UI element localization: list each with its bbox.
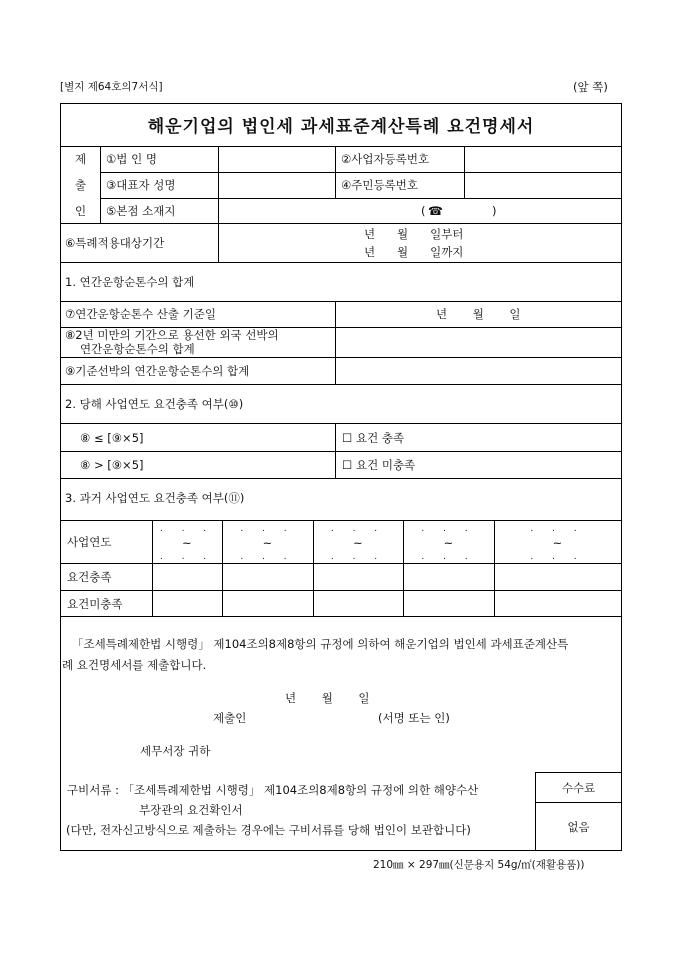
documents-line-2: 부장관의 요건확인서	[139, 803, 243, 817]
result1-checkbox[interactable]: ☐ 요건 충족	[342, 431, 405, 445]
not-met-field-4[interactable]	[404, 591, 494, 616]
row-not-met: 요건미충족	[67, 597, 123, 611]
row7-value[interactable]: 년 월 일	[436, 307, 521, 321]
year-start-3: . . .	[330, 523, 386, 534]
declaration-text-2: 례 요건명세서를 제출합니다.	[62, 658, 207, 672]
result2-checkbox[interactable]: ☐ 요건 미충족	[342, 458, 416, 472]
fee-label: 수수료	[561, 780, 596, 795]
phone-close: )	[492, 204, 497, 218]
corp-name-label: ①법 인 명	[106, 152, 157, 166]
period-to: 년 월 일까지	[364, 245, 464, 259]
addressee: 세무서장 귀하	[140, 744, 211, 758]
form-title: 해운기업의 법인세 과세표준계산특례 요건명세서	[147, 117, 535, 137]
row9-label: ⑨기준선박의 연간운항순톤수의 합계	[65, 364, 250, 378]
resident-no-field[interactable]	[465, 173, 621, 198]
not-met-field-2[interactable]	[223, 591, 313, 616]
year-start-4: . . .	[421, 523, 476, 534]
submitter-sign-label: 제출인	[213, 711, 247, 725]
row8-label-1: ⑧2년 미만의 기간으로 용선한 외국 선박의	[65, 328, 279, 342]
met-field-2[interactable]	[223, 564, 313, 589]
section3-title: 3. 과거 사업연도 요건충족 여부(⑪)	[65, 491, 245, 505]
year-tilde-1: ~	[182, 536, 192, 550]
row-fiscal-year: 사업연도	[67, 535, 112, 549]
rep-name-label: ③대표자 성명	[106, 178, 176, 192]
year-end-5: . . .	[530, 551, 585, 562]
paper-spec: 210㎜ × 297㎜(신문용지 54g/㎡(재활용품))	[373, 859, 585, 871]
row8-label-2: 연간운항순톤수의 합계	[80, 342, 195, 356]
row9-field[interactable]	[336, 358, 621, 384]
row-met: 요건충족	[67, 570, 112, 584]
met-field-3[interactable]	[314, 564, 403, 589]
submitter-label-2: 출	[75, 178, 87, 192]
form-number: [별지 제64호의7서식]	[60, 81, 163, 93]
row8-field[interactable]	[336, 328, 621, 357]
phone-icon: ☎	[428, 204, 443, 218]
submitter-label-3: 인	[75, 204, 87, 218]
not-met-field-1[interactable]	[153, 591, 222, 616]
corp-name-field[interactable]	[219, 147, 334, 172]
documents-line-3: (다만, 전자신고방식으로 제출하는 경우에는 구비서류를 당해 법인이 보관합니다)	[66, 823, 471, 837]
year-start-2: . . .	[240, 523, 295, 534]
fee-value: 없음	[567, 819, 590, 834]
period-from: 년 월 일부터	[364, 227, 464, 241]
section2-title: 2. 당해 사업연도 요건충족 여부(⑩)	[65, 397, 244, 411]
submitter-label-1: 제	[75, 152, 87, 166]
hq-address-label: ⑤본점 소재지	[106, 204, 176, 218]
year-end-1: . . .	[159, 551, 215, 562]
biz-reg-no-label: ②사업자등록번호	[341, 152, 430, 166]
resident-no-label: ④주민등록번호	[341, 178, 418, 192]
not-met-field-5[interactable]	[495, 591, 621, 616]
hq-address-field[interactable]	[219, 199, 621, 223]
section1-title: 1. 연간운항순톤수의 합계	[65, 275, 195, 289]
declaration-text-1: 「조세특례제한법 시행령」 제104조의8제8항의 규정에 의하여 해운기업의 법인세 과세표준계산특	[72, 637, 569, 651]
rep-name-field[interactable]	[219, 173, 334, 198]
phone-open: (	[421, 204, 426, 218]
year-end-4: . . .	[421, 551, 476, 562]
page-side: (앞 쪽)	[573, 80, 608, 94]
year-start-1: . . .	[159, 523, 215, 534]
period-label: ⑥특례적용대상기간	[65, 236, 165, 250]
year-tilde-2: ~	[262, 536, 273, 550]
cond1: ⑧ ≤ [⑨×5]	[80, 431, 144, 445]
declaration-date[interactable]: 년 월 일	[285, 691, 370, 705]
cond2: ⑧ > [⑨×5]	[80, 458, 144, 472]
met-field-4[interactable]	[404, 564, 494, 589]
signature-label: (서명 또는 인)	[378, 711, 450, 725]
not-met-field-3[interactable]	[314, 591, 403, 616]
year-start-5: . . .	[530, 523, 585, 534]
year-end-3: . . .	[330, 551, 386, 562]
biz-reg-no-field[interactable]	[465, 147, 621, 172]
year-end-2: . . .	[240, 551, 295, 562]
year-tilde-3: ~	[353, 536, 363, 550]
met-field-1[interactable]	[153, 564, 222, 589]
year-tilde-5: ~	[552, 536, 563, 550]
row7-label: ⑦연간운항순톤수 산출 기준일	[65, 307, 216, 321]
year-tilde-4: ~	[443, 536, 454, 550]
met-field-5[interactable]	[495, 564, 621, 589]
documents-line-1: 구비서류 : 「조세특례제한법 시행령」 제104조의8제8항의 규정에 의한 해양수산	[67, 783, 479, 797]
